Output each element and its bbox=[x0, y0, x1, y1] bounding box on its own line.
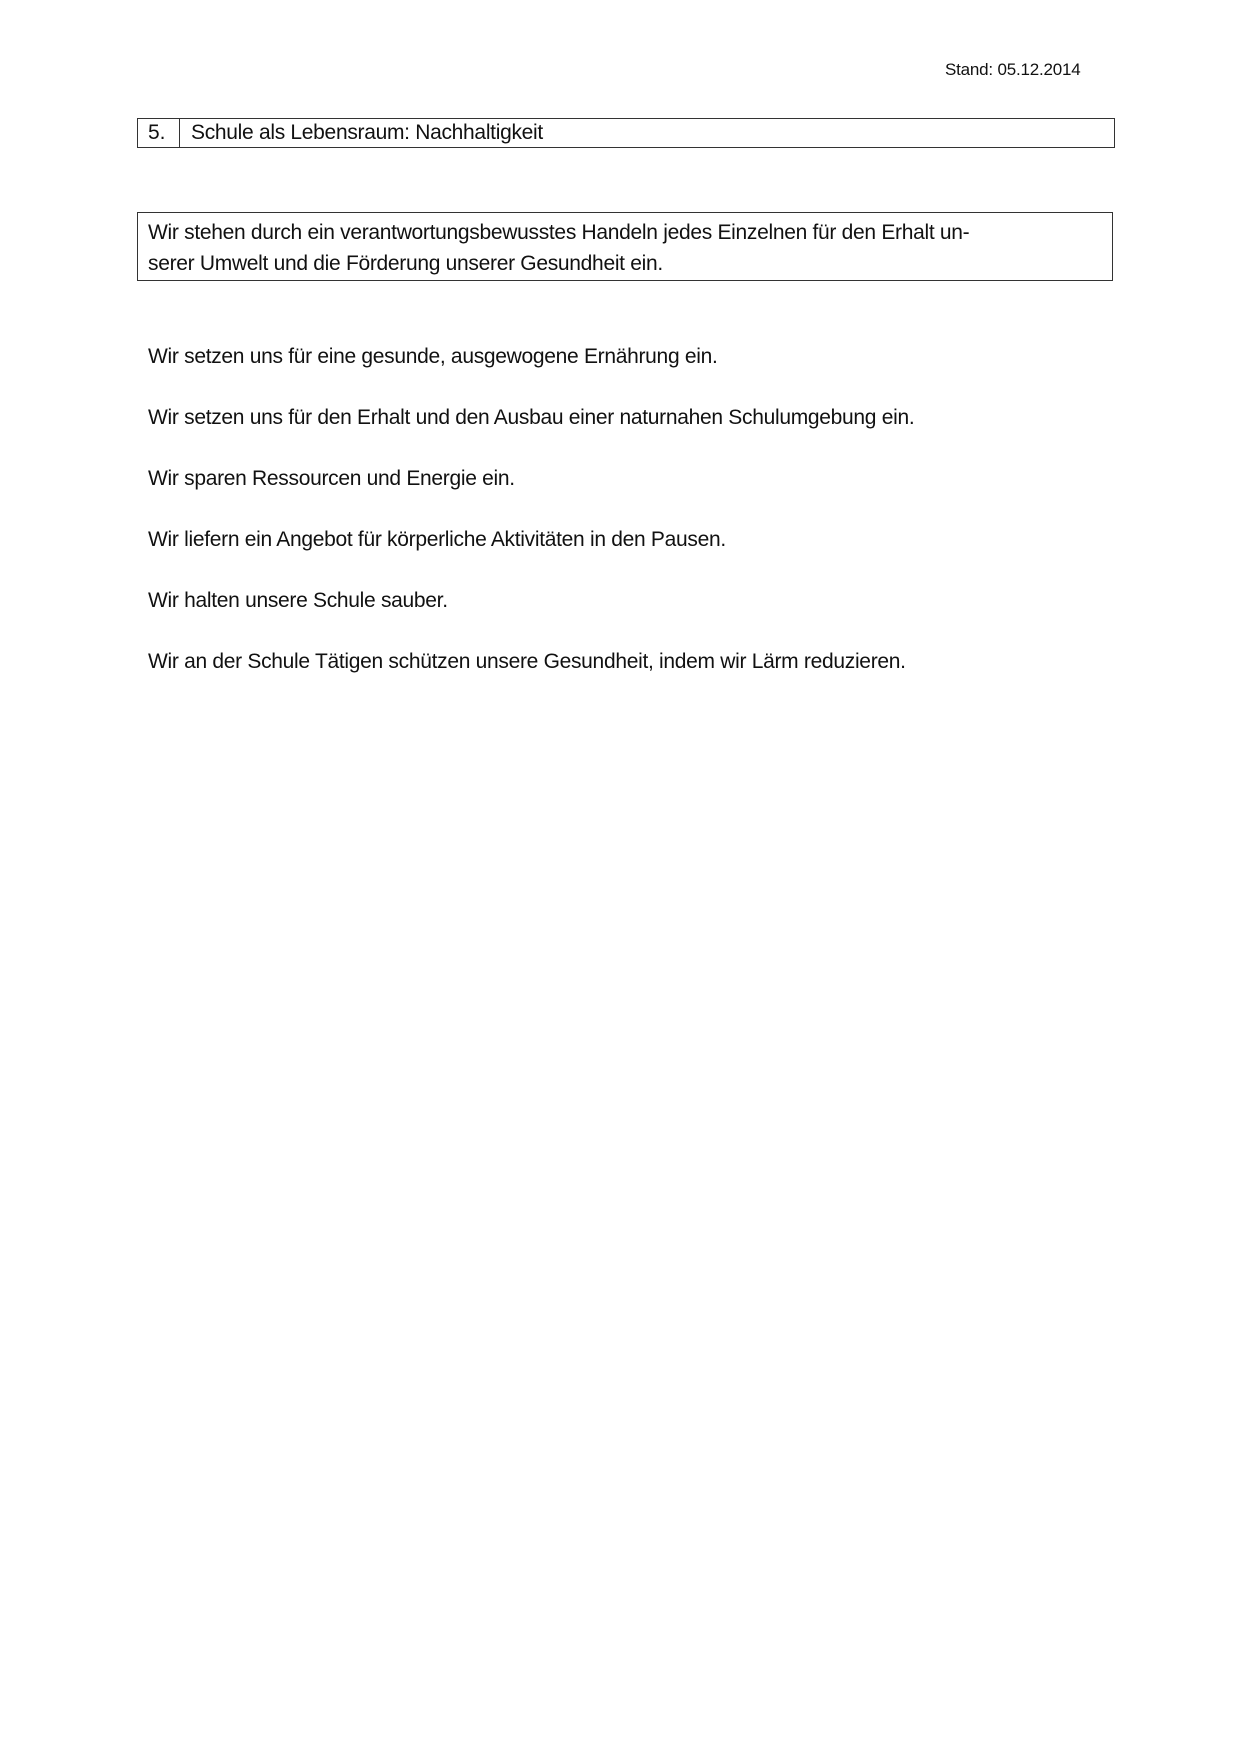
section-number: 5. bbox=[138, 119, 180, 147]
stand-date: Stand: 05.12.2014 bbox=[945, 60, 1081, 79]
statement-line: serer Umwelt und die Förderung unserer Gesundheit ein. bbox=[148, 252, 663, 275]
principle-item: Wir setzen uns für den Erhalt und den Ausbau einer naturnahen Schulumgebung ein. bbox=[148, 406, 915, 429]
principle-item: Wir sparen Ressourcen und Energie ein. bbox=[148, 467, 515, 490]
principles-list bbox=[148, 345, 1108, 711]
mission-statement-box bbox=[137, 212, 1113, 281]
principle-item: Wir halten unsere Schule sauber. bbox=[148, 589, 448, 612]
principle-item: Wir liefern ein Angebot für körperliche Aktivitäten in den Pausen. bbox=[148, 528, 726, 551]
statement-line: Wir stehen durch ein verantwortungsbewusstes Handeln jedes Einzelnen für den Erhalt un- bbox=[148, 221, 970, 244]
principle-item: Wir an der Schule Tätigen schützen unsere Gesundheit, indem wir Lärm reduzieren. bbox=[148, 650, 906, 673]
section-header-box bbox=[137, 118, 1115, 148]
section-title: Schule als Lebensraum: Nachhaltigkeit bbox=[191, 121, 543, 144]
principle-item: Wir setzen uns für eine gesunde, ausgewogene Ernährung ein. bbox=[148, 345, 718, 368]
